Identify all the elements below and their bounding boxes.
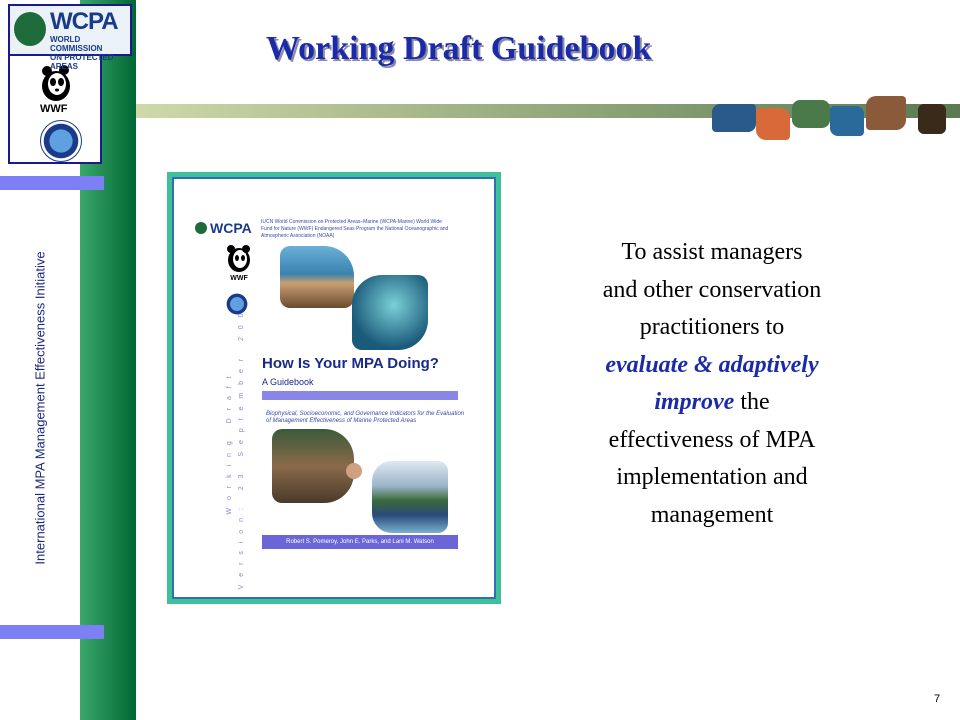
puzzle-piece-icon xyxy=(712,104,756,132)
cover-page xyxy=(172,177,496,599)
cover-authors: Robert S. Pomeroy, John E. Parks, and Lani M. Watson xyxy=(262,535,458,549)
body-text xyxy=(560,234,864,534)
page-number: 7 xyxy=(934,693,941,705)
body-line-emphasis: evaluate & adaptively xyxy=(605,351,819,378)
wcpa-tree-icon xyxy=(14,12,46,46)
body-line-rest: the xyxy=(734,389,770,415)
cover-photo-landscape xyxy=(372,461,448,533)
cover-wcpa-logo xyxy=(210,220,252,236)
cover-photo-underwater xyxy=(352,275,428,350)
cover-main-title: How Is Your MPA Doing? xyxy=(262,355,439,372)
initiative-side-text: International MPA Management Effectiveness Initiative xyxy=(32,250,48,565)
guidebook-cover-image xyxy=(167,172,501,604)
body-line: and other conservation xyxy=(602,276,822,303)
body-line: practitioners to xyxy=(639,314,785,340)
cover-header-text: IUCN World Commission on Protected Areas–Marine (WCPA-Marine) World Wide Fund for Nature (WWF) Endangered Seas Program the National Oceanographic and Atmospheric Association (NOAA) xyxy=(261,219,449,239)
body-emphasis-word: improve xyxy=(654,389,735,415)
puzzle-piece-icon xyxy=(830,106,864,136)
slide-title: Working Draft Guidebook xyxy=(266,30,652,67)
body-line: To assist managers xyxy=(621,239,803,265)
body-line: management xyxy=(650,501,774,528)
puzzle-piece-icon xyxy=(792,100,830,128)
blue-accent-bar-top xyxy=(0,176,104,190)
wcpa-subtitle-line1: WORLD COMMISSION xyxy=(50,35,103,53)
puzzle-piece-icon xyxy=(866,96,906,130)
wcpa-title: WCPA xyxy=(50,8,118,35)
cover-purple-bar xyxy=(262,391,458,400)
cover-wwf-label: WWF xyxy=(230,275,248,282)
cover-photo-people xyxy=(272,429,354,503)
wcpa-subtitle xyxy=(50,35,130,71)
wcpa-subtitle-line2: ON PROTECTED AREAS xyxy=(50,53,114,71)
cover-vertical-container xyxy=(216,298,256,590)
side-text-container xyxy=(24,210,56,605)
cover-wcpa-label: WCPA xyxy=(210,220,252,236)
cover-wcpa-tree-icon xyxy=(195,222,207,234)
blue-accent-bar-bottom xyxy=(0,625,104,639)
body-line-mixed xyxy=(560,384,864,422)
puzzle-piece-icon xyxy=(756,108,790,140)
noaa-icon xyxy=(40,120,82,162)
cover-subtitle: A Guidebook xyxy=(262,377,314,387)
wcpa-logo xyxy=(8,4,132,71)
cover-photo-coast xyxy=(280,246,354,308)
wwf-label: WWF xyxy=(40,103,68,115)
cover-vertical-text: W o r k i n g D r a f t V e r s i o n : 2 3 S e p t e m b e r 2 0 0 2 xyxy=(226,298,245,590)
cover-photo-child xyxy=(346,463,362,479)
cover-wwf-icon xyxy=(226,244,252,282)
cover-description: Biophysical, Socioeconomic, and Governance Indicators for the Evaluation of Management Effectiveness of Marine Protected Areas xyxy=(266,411,465,424)
body-line: effectiveness of MPA xyxy=(608,426,816,453)
body-line: implementation and xyxy=(616,464,808,490)
puzzle-piece-icon xyxy=(918,104,946,134)
